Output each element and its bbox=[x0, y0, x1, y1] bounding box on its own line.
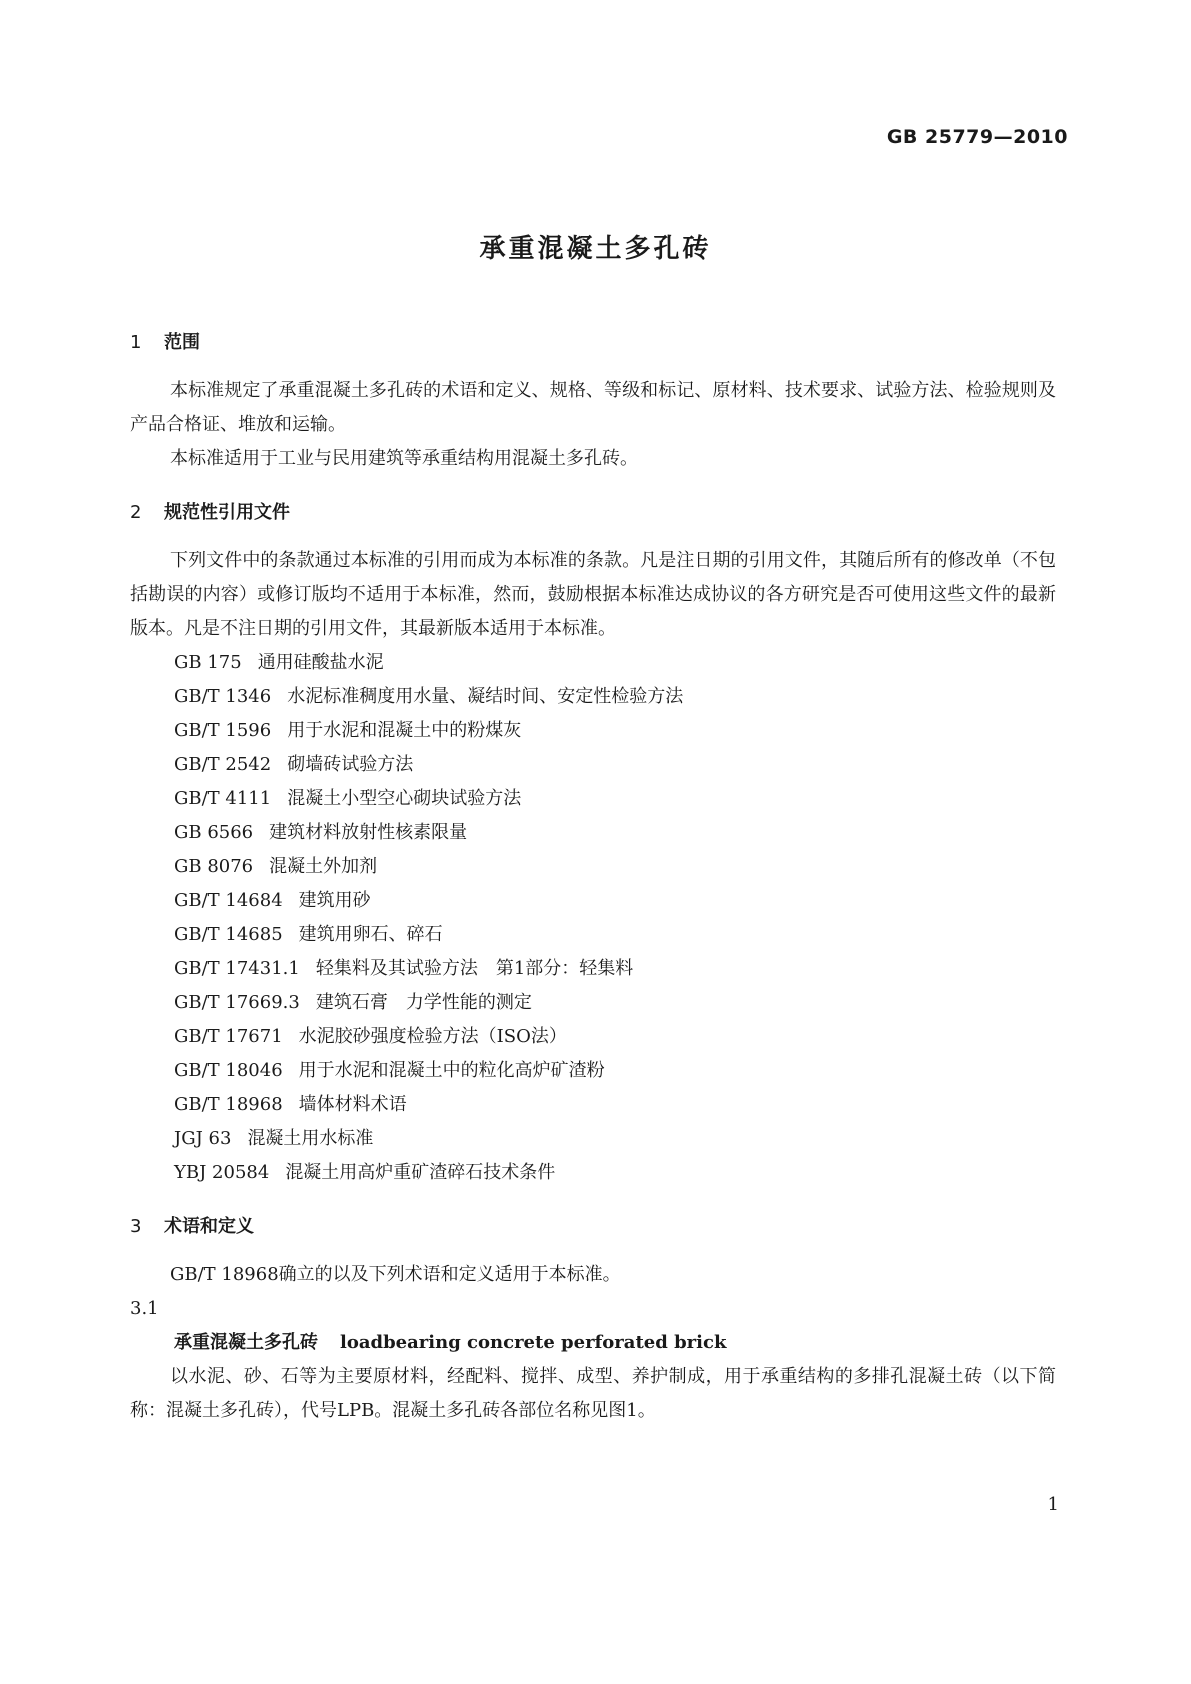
section-heading-scope bbox=[130, 326, 1056, 360]
reference-item bbox=[130, 1020, 1056, 1054]
reference-title: 建筑石膏 力学性能的测定 bbox=[315, 992, 532, 1013]
section-title: 规范性引用文件 bbox=[164, 502, 290, 523]
section-number: 1 bbox=[130, 332, 142, 353]
reference-title: 用于水泥和混凝土中的粉煤灰 bbox=[287, 720, 522, 741]
reference-title: 建筑用卵石、碎石 bbox=[298, 924, 443, 945]
reference-title: 混凝土小型空心砌块试验方法 bbox=[287, 788, 522, 809]
section-number: 3 bbox=[130, 1216, 142, 1237]
reference-item bbox=[130, 680, 1056, 714]
reference-item bbox=[130, 952, 1056, 986]
term-chinese: 承重混凝土多孔砖 bbox=[174, 1332, 318, 1353]
reference-title: 水泥标准稠度用水量、凝结时间、安定性检验方法 bbox=[287, 686, 684, 707]
reference-item bbox=[130, 1088, 1056, 1122]
page-number: 1 bbox=[1047, 1494, 1059, 1515]
term-definition: 以水泥、砂、石等为主要原材料，经配料、搅拌、成型、养护制成，用于承重结构的多排孔混凝土砖（以下简称：混凝土多孔砖），代号LPB。混凝土多孔砖各部位名称见图1。 bbox=[130, 1366, 1056, 1421]
reference-item bbox=[130, 986, 1056, 1020]
reference-item bbox=[130, 816, 1056, 850]
reference-code: GB/T 17431.1 bbox=[174, 958, 300, 979]
reference-title: 建筑材料放射性核素限量 bbox=[269, 822, 468, 843]
reference-code: YBJ 20584 bbox=[174, 1162, 270, 1183]
section-title: 范围 bbox=[164, 332, 200, 353]
reference-item bbox=[130, 918, 1056, 952]
reference-code: GB 8076 bbox=[174, 856, 254, 877]
reference-code: GB/T 14684 bbox=[174, 890, 283, 911]
reference-code: GB/T 17671 bbox=[174, 1026, 283, 1047]
reference-title: 通用硅酸盐水泥 bbox=[257, 652, 384, 673]
reference-title: 混凝土外加剂 bbox=[269, 856, 378, 877]
reference-code: GB/T 1346 bbox=[174, 686, 272, 707]
document-title: 承重混凝土多孔砖 bbox=[479, 234, 712, 264]
section-number: 2 bbox=[130, 502, 142, 523]
reference-item bbox=[130, 714, 1056, 748]
reference-item bbox=[130, 1156, 1056, 1190]
reference-item bbox=[130, 884, 1056, 918]
section-title: 术语和定义 bbox=[164, 1216, 254, 1237]
subsection-number: 3.1 bbox=[130, 1298, 159, 1319]
reference-code: GB/T 2542 bbox=[174, 754, 272, 775]
reference-item bbox=[130, 850, 1056, 884]
reference-title: 混凝土用水标准 bbox=[247, 1128, 374, 1149]
paragraph: 本标准规定了承重混凝土多孔砖的术语和定义、规格、等级和标记、原材料、技术要求、试验方法、检验规则及产品合格证、堆放和运输。 bbox=[130, 380, 1056, 435]
standard-code: GB 25779—2010 bbox=[886, 126, 1068, 148]
reference-code: GB 175 bbox=[174, 652, 242, 673]
reference-item bbox=[130, 748, 1056, 782]
reference-code: GB/T 17669.3 bbox=[174, 992, 300, 1013]
term-entry bbox=[130, 1326, 1056, 1360]
reference-title: 砌墙砖试验方法 bbox=[287, 754, 414, 775]
reference-code: GB/T 1596 bbox=[174, 720, 272, 741]
reference-code: GB/T 4111 bbox=[174, 788, 272, 809]
reference-title: 用于水泥和混凝土中的粒化高炉矿渣粉 bbox=[298, 1060, 605, 1081]
reference-item bbox=[130, 782, 1056, 816]
reference-item bbox=[130, 1054, 1056, 1088]
section-heading-normative-references bbox=[130, 496, 1056, 530]
paragraph: 下列文件中的条款通过本标准的引用而成为本标准的条款。凡是注日期的引用文件，其随后所有的修改单（不包括勘误的内容）或修订版均不适用于本标准，然而，鼓励根据本标准达成协议的各方研究是否可使用这些文件的最新版本。凡是不注日期的引用文件，其最新版本适用于本标准。 bbox=[130, 550, 1056, 639]
reference-title: 水泥胶砂强度检验方法（ISO法） bbox=[298, 1026, 567, 1047]
section-heading-terms-and-definitions bbox=[130, 1210, 1056, 1244]
reference-item bbox=[130, 646, 1056, 680]
term-english: loadbearing concrete perforated brick bbox=[340, 1332, 727, 1353]
reference-code: JGJ 63 bbox=[174, 1128, 232, 1149]
reference-list bbox=[130, 646, 1056, 1190]
paragraph: GB/T 18968确立的以及下列术语和定义适用于本标准。 bbox=[170, 1264, 621, 1285]
reference-title: 轻集料及其试验方法 第1部分：轻集料 bbox=[315, 958, 634, 979]
reference-code: GB/T 18046 bbox=[174, 1060, 283, 1081]
reference-title: 建筑用砂 bbox=[298, 890, 371, 911]
reference-item bbox=[130, 1122, 1056, 1156]
reference-code: GB/T 14685 bbox=[174, 924, 283, 945]
reference-title: 墙体材料术语 bbox=[298, 1094, 407, 1115]
reference-title: 混凝土用高炉重矿渣碎石技术条件 bbox=[285, 1162, 556, 1183]
document-body bbox=[130, 326, 1056, 1428]
paragraph: 本标准适用于工业与民用建筑等承重结构用混凝土多孔砖。 bbox=[170, 448, 638, 469]
reference-code: GB/T 18968 bbox=[174, 1094, 283, 1115]
reference-code: GB 6566 bbox=[174, 822, 254, 843]
